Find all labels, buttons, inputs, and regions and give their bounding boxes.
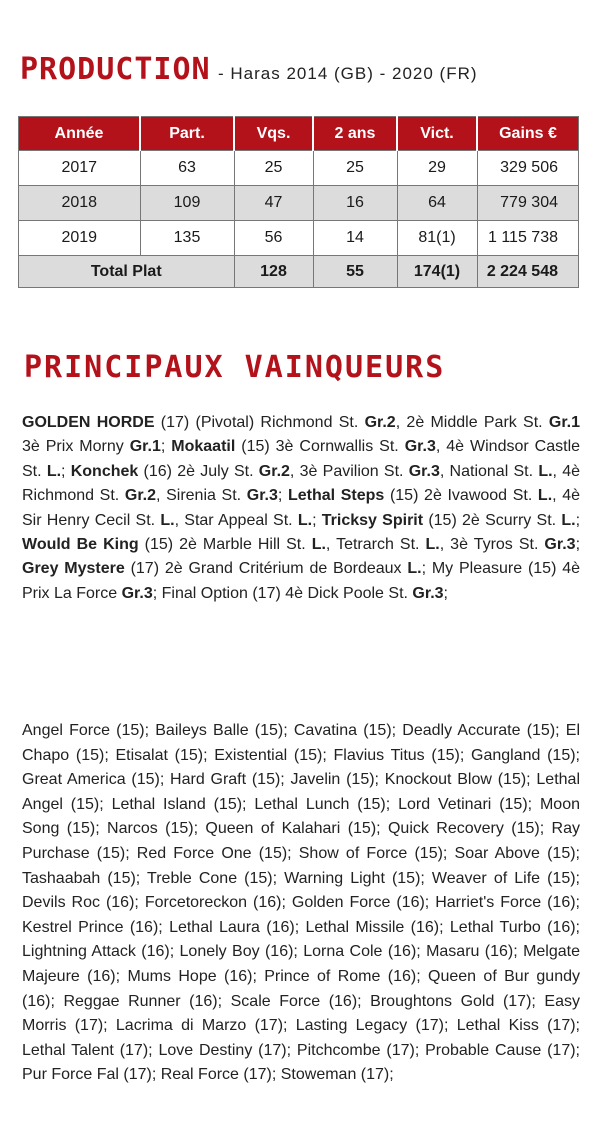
bold-text-segment: L.: [561, 511, 576, 529]
header-2ans: 2 ans: [313, 117, 397, 151]
cell-total-gains: 2 224 548: [477, 256, 579, 288]
text-segment: ; My Pleasure (15) 4è Prix La Force: [22, 560, 581, 602]
text-segment: (15) 3è Cornwallis St.: [235, 438, 405, 456]
bold-text-segment: Gr.3: [408, 462, 440, 480]
text-segment: , 4è Sir Henry Cecil St.: [22, 487, 581, 529]
text-segment: , National St.: [439, 462, 539, 480]
bold-text-segment: GOLDEN HORDE: [22, 414, 155, 431]
cell-gains: 329 506: [477, 151, 579, 186]
bold-text-segment: Gr.3: [121, 584, 153, 602]
text-segment: , 4è Windsor Castle St.: [22, 438, 581, 480]
bold-text-segment: Konchek: [70, 462, 139, 480]
bold-text-segment: Gr.2: [258, 462, 290, 480]
bold-text-segment: L.: [311, 536, 326, 554]
text-segment: (16) 2è July St.: [138, 462, 259, 480]
bold-text-segment: Gr.3: [412, 584, 444, 602]
production-table: [18, 116, 579, 288]
bold-text-segment: Gr.2: [364, 414, 396, 431]
header-part: Part.: [140, 117, 234, 151]
bold-text-segment: Gr.3: [544, 536, 576, 554]
text-segment: , 4è Richmond St.: [22, 462, 581, 505]
bold-text-segment: L.: [537, 487, 553, 505]
bold-text-segment: Would Be King: [22, 536, 139, 554]
text-segment: , 3è Pavilion St.: [289, 462, 409, 480]
cell-gains: 779 304: [477, 186, 579, 221]
bold-text-segment: Mokaatil: [171, 438, 236, 456]
bold-text-segment: Gr.1: [129, 438, 161, 456]
bold-text-segment: Lethal Steps: [287, 487, 385, 505]
cell-total-label: Total Plat: [19, 256, 235, 288]
cell-vqs: 56: [234, 221, 313, 256]
cell-vqs: 47: [234, 186, 313, 221]
text-segment: , 3è Tyros St.: [439, 536, 545, 554]
text-segment: ;: [61, 462, 71, 480]
cell-vqs: 25: [234, 151, 313, 186]
text-segment: , Sirenia St.: [156, 487, 247, 505]
text-segment: (15) 2è Scurry St.: [423, 511, 562, 529]
header-vict: Vict.: [397, 117, 477, 151]
table-total-row: [19, 256, 579, 288]
winners-paragraph: [22, 411, 580, 606]
bold-text-segment: Tricksy Spirit: [321, 511, 424, 529]
bold-text-segment: L.: [160, 511, 175, 529]
header-gains: Gains €: [477, 117, 579, 151]
bold-text-segment: Grey Mystere: [22, 560, 125, 578]
header-annee: Année: [19, 117, 141, 151]
text-segment: ; Final Option (17) 4è Dick Poole St.: [152, 584, 413, 602]
text-segment: ;: [443, 584, 448, 602]
bold-text-segment: L.: [425, 536, 440, 554]
cell-2ans: 14: [313, 221, 397, 256]
text-segment: (17) (Pivotal) Richmond St.: [154, 414, 365, 431]
text-segment: (15) 2è Ivawood St.: [384, 487, 538, 505]
table-row: [19, 151, 579, 186]
bold-text-segment: L.: [297, 511, 313, 529]
bold-text-segment: L.: [407, 560, 422, 578]
cell-annee: 2018: [19, 186, 141, 221]
cell-vict: 81(1): [397, 221, 477, 256]
cell-vict: 29: [397, 151, 477, 186]
text-segment: (17) 2è Grand Critérium de Bordeaux: [124, 560, 408, 578]
text-segment: ;: [160, 438, 172, 456]
table-row: [19, 221, 579, 256]
header-vqs: Vqs.: [234, 117, 313, 151]
cell-vict: 64: [397, 186, 477, 221]
bold-text-segment: Gr.2: [124, 487, 157, 505]
cell-2ans: 16: [313, 186, 397, 221]
production-subtitle: - Haras 2014 (GB) - 2020 (FR): [218, 64, 478, 83]
cell-gains: 1 115 738: [477, 221, 579, 256]
cell-total-vqs: 128: [234, 256, 313, 288]
text-segment: ;: [312, 511, 322, 529]
cell-part: 109: [140, 186, 234, 221]
cell-total-2ans: 55: [313, 256, 397, 288]
cell-annee: 2017: [19, 151, 141, 186]
principaux-vainqueurs-title: PRINCIPAUX VAINQUEURS: [24, 350, 446, 385]
text-segment: ;: [277, 487, 288, 505]
cell-total-vict: 174(1): [397, 256, 477, 288]
bold-text-segment: Gr.3: [404, 438, 436, 456]
bold-text-segment: L.: [46, 462, 62, 480]
text-segment: (15) 2è Marble Hill St.: [138, 536, 312, 554]
text-segment: , Tetrarch St.: [325, 536, 426, 554]
bold-text-segment: L.: [538, 462, 553, 480]
text-segment: ;: [575, 536, 581, 554]
text-segment: , 2è Middle Park St.: [395, 414, 549, 431]
text-segment: , Star Appeal St.: [174, 511, 298, 529]
production-title: PRODUCTION: [20, 52, 211, 87]
table-header-row: [19, 117, 579, 151]
cell-part: 63: [140, 151, 234, 186]
text-segment: ;: [575, 511, 581, 529]
cell-part: 135: [140, 221, 234, 256]
cell-annee: 2019: [19, 221, 141, 256]
cell-2ans: 25: [313, 151, 397, 186]
table-row: [19, 186, 579, 221]
other-winners-paragraph: Angel Force (15); Baileys Balle (15); Cavatina (15); Deadly Accurate (15); El Chapo (15); Etisalat (15); Existential (15); Flavius Titus (15); Gangland (15); Great America (15); Hard Graft (15); Javelin (15); Knockout Blow (15); Lethal Angel (15); Lethal Island (15); Lethal Lunch (15); Lord Vetinari (15); Moon Song (15); Narcos (15); Queen of Kalahari (15); Quick Recovery (15); Ray Purchase (15); Red Force One (15); Show of Force (15); Soar Above (15); Tashaabah (15); Treble Cone (15); Warning Light (15); Weaver of Life (15); Devils Roc (16); Forcetoreckon (16); Golden Force (16); Harriet's Force (16); Kestrel Prince (16); Lethal Laura (16); Lethal Missile (16); Lethal Turbo (16); Lightning Attack (16); Lonely Boy (16); Lorna Cole (16); Masaru (16); Melgate Majeure (16); Mums Hope (16); Prince of Rome (16); Queen of Bur gundy (16); Reggae Runner (16); Scale Force (16); Broughtons Gold (17); Easy Morris (17); Lacrima di Marzo (17); Lasting Legacy (17); Lethal Kiss (17); Lethal Talent (17); Love Destiny (17); Pitchcombe (17); Probable Cause (17); Pur Force Fal (17); Real Force (17); Stoweman (17);: [22, 722, 580, 1084]
bold-text-segment: Gr.3: [246, 487, 278, 505]
bold-text-segment: Gr.1: [548, 414, 581, 431]
text-segment: 3è Prix Morny: [22, 438, 130, 456]
